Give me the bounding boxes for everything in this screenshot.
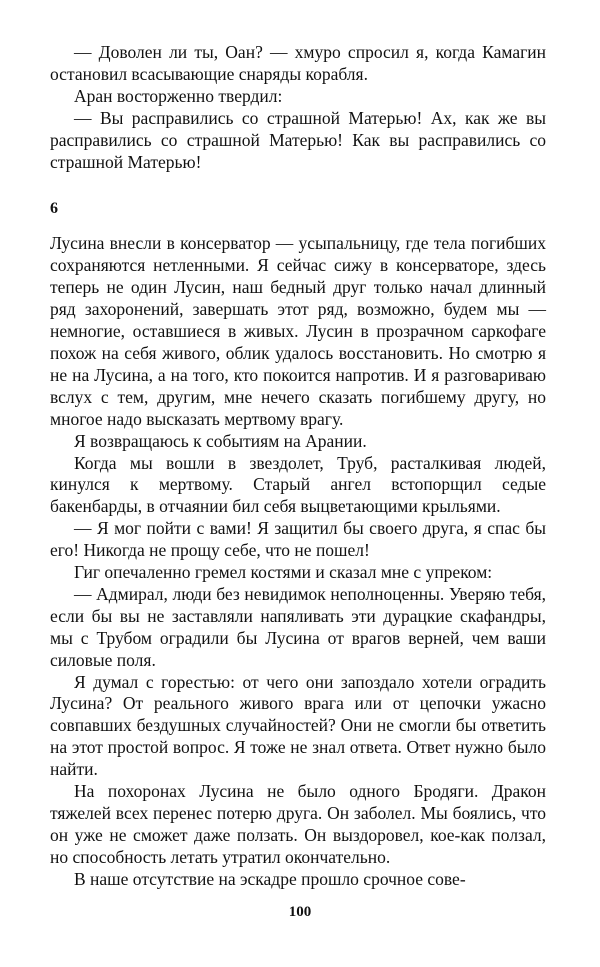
paragraph-aran-quote: — Вы расправились со страшной Матерью! Ах, как же вы расправились со страшной Матерью! Как вы расправились со страшной Матерью! <box>50 107 546 172</box>
paragraph-return-events: Я возвращаюсь к событиям на Арании. <box>74 430 367 451</box>
chapter-number: 6 <box>50 200 58 218</box>
paragraph-gig: Гиг опечаленно гремел костями и сказал мне с упреком: <box>74 562 493 583</box>
paragraph-thoughts: Я думал с горестью: от чего они запоздало хотели оградить Лусина? От реального живого врага или от цепочки ужасно совпавших бездушных случайностей? Они не смогли бы ответить на этот простой вопрос. Я тоже не знал ответа. Ответ нужно было найти. <box>50 671 546 780</box>
paragraph-aran: Аран восторженно твердил: <box>74 85 283 106</box>
paragraph-gig-quote: — Адмирал, люди без невидимок неполноценны. Уверяю тебя, если бы вы не заставляли напяливать эти дурацкие скафандры, мы с Трубом оградили бы Лусина от врагов верней, чем ваши силовые поля. <box>50 583 546 670</box>
paragraph-funeral: На похоронах Лусина не было одного Бродяги. Дракон тяжелей всех перенес потерю друга. Он заболел. Мы боялись, что он уже не сможет даже ползать. Он выздоровел, кое-как ползал, но способность летать утратил окончательно. <box>50 781 546 867</box>
book-page <box>50 42 546 891</box>
paragraph-lusin-conservator: Лусина внесли в консерватор — усыпальницу, где тела погибших сохраняются нетленными. Я сейчас сижу в консерваторе, здесь теперь не один Лусин, наш бедный друг только начал длинный ряд захоронений, завершать этот ряд, возможно, будем мы — немногие, оставшиеся в живых. Лусин в прозрачном саркофаге похож на себя живого, облик удалось восстановить. Но смотрю я не на Лусина, а на того, кто покоится напротив. И я разговариваю вслух с тем, другим, мне нечего сказать погибшему другу, но многое надо высказать мертвому врагу. <box>50 233 546 429</box>
paragraph-trub-quote: — Я мог пойти с вами! Я защитил бы своего друга, я спас бы его! Никогда не прощу себе, что не пошел! <box>50 518 546 561</box>
paragraph-squadron: В наше отсутствие на эскадре прошло срочное сове- <box>74 868 466 889</box>
page-number: 100 <box>288 904 312 920</box>
paragraph-dialogue-oan: — Доволен ли ты, Оан? — хмуро спросил я, когда Камагин остановил всасывающие снаряды корабля. <box>50 42 546 84</box>
paragraph-trub: Когда мы вошли в звездолет, Труб, расталкивая людей, кинулся к мертвому. Старый ангел встопорщил седые бакенбарды, в отчаянии бил себя выцветающими крыльями. <box>50 452 546 517</box>
